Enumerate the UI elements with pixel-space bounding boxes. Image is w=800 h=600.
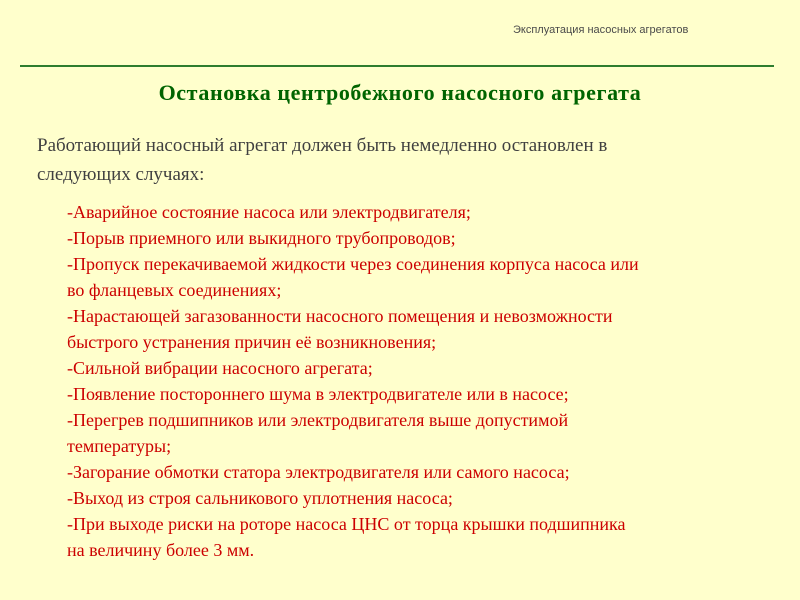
intro-paragraph bbox=[37, 131, 777, 189]
intro-line: Работающий насосный агрегат должен быть немедленно остановлен в bbox=[37, 135, 608, 156]
list-item-line: -Аварийное состояние насоса или электродвигателя; bbox=[67, 202, 471, 222]
header-divider-line bbox=[20, 65, 774, 67]
shutdown-conditions-list bbox=[67, 199, 787, 563]
list-item-line: -Загорание обмотки статора электродвигателя или самого насоса; bbox=[67, 462, 570, 482]
list-item bbox=[67, 485, 787, 511]
list-item bbox=[67, 251, 787, 303]
intro-line: следующих случаях: bbox=[37, 164, 205, 185]
list-item bbox=[67, 381, 787, 407]
list-item-line: -При выходе риски на роторе насоса ЦНС от торца крышки подшипника bbox=[67, 514, 626, 534]
list-item bbox=[67, 511, 787, 563]
list-item-line: температуры; bbox=[67, 436, 172, 456]
list-item-line: -Появление постороннего шума в электродвигателе или в насосе; bbox=[67, 384, 569, 404]
list-item-line: во фланцевых соединениях; bbox=[67, 280, 282, 300]
list-item-line: -Перегрев подшипников или электродвигателя выше допустимой bbox=[67, 410, 569, 430]
list-item bbox=[67, 303, 787, 355]
list-item-line: на величину более 3 мм. bbox=[67, 540, 255, 560]
list-item bbox=[67, 407, 787, 459]
list-item-line: -Сильной вибрации насосного агрегата; bbox=[67, 358, 373, 378]
list-item bbox=[67, 199, 787, 225]
slide-title: Остановка центробежного насосного агрегата bbox=[158, 80, 642, 105]
list-item bbox=[67, 355, 787, 381]
list-item-line: -Пропуск перекачиваемой жидкости через соединения корпуса насоса или bbox=[67, 254, 639, 274]
list-item-line: -Порыв приемного или выкидного трубопроводов; bbox=[67, 228, 456, 248]
list-item-line: -Выход из строя сальникового уплотнения насоса; bbox=[67, 488, 453, 508]
slide-header-caption: Эксплуатация насосных агрегатов bbox=[513, 24, 689, 36]
list-item bbox=[67, 225, 787, 251]
list-item-line: быстрого устранения причин её возникновения; bbox=[67, 332, 437, 352]
list-item-line: -Нарастающей загазованности насосного помещения и невозможности bbox=[67, 306, 613, 326]
list-item bbox=[67, 459, 787, 485]
